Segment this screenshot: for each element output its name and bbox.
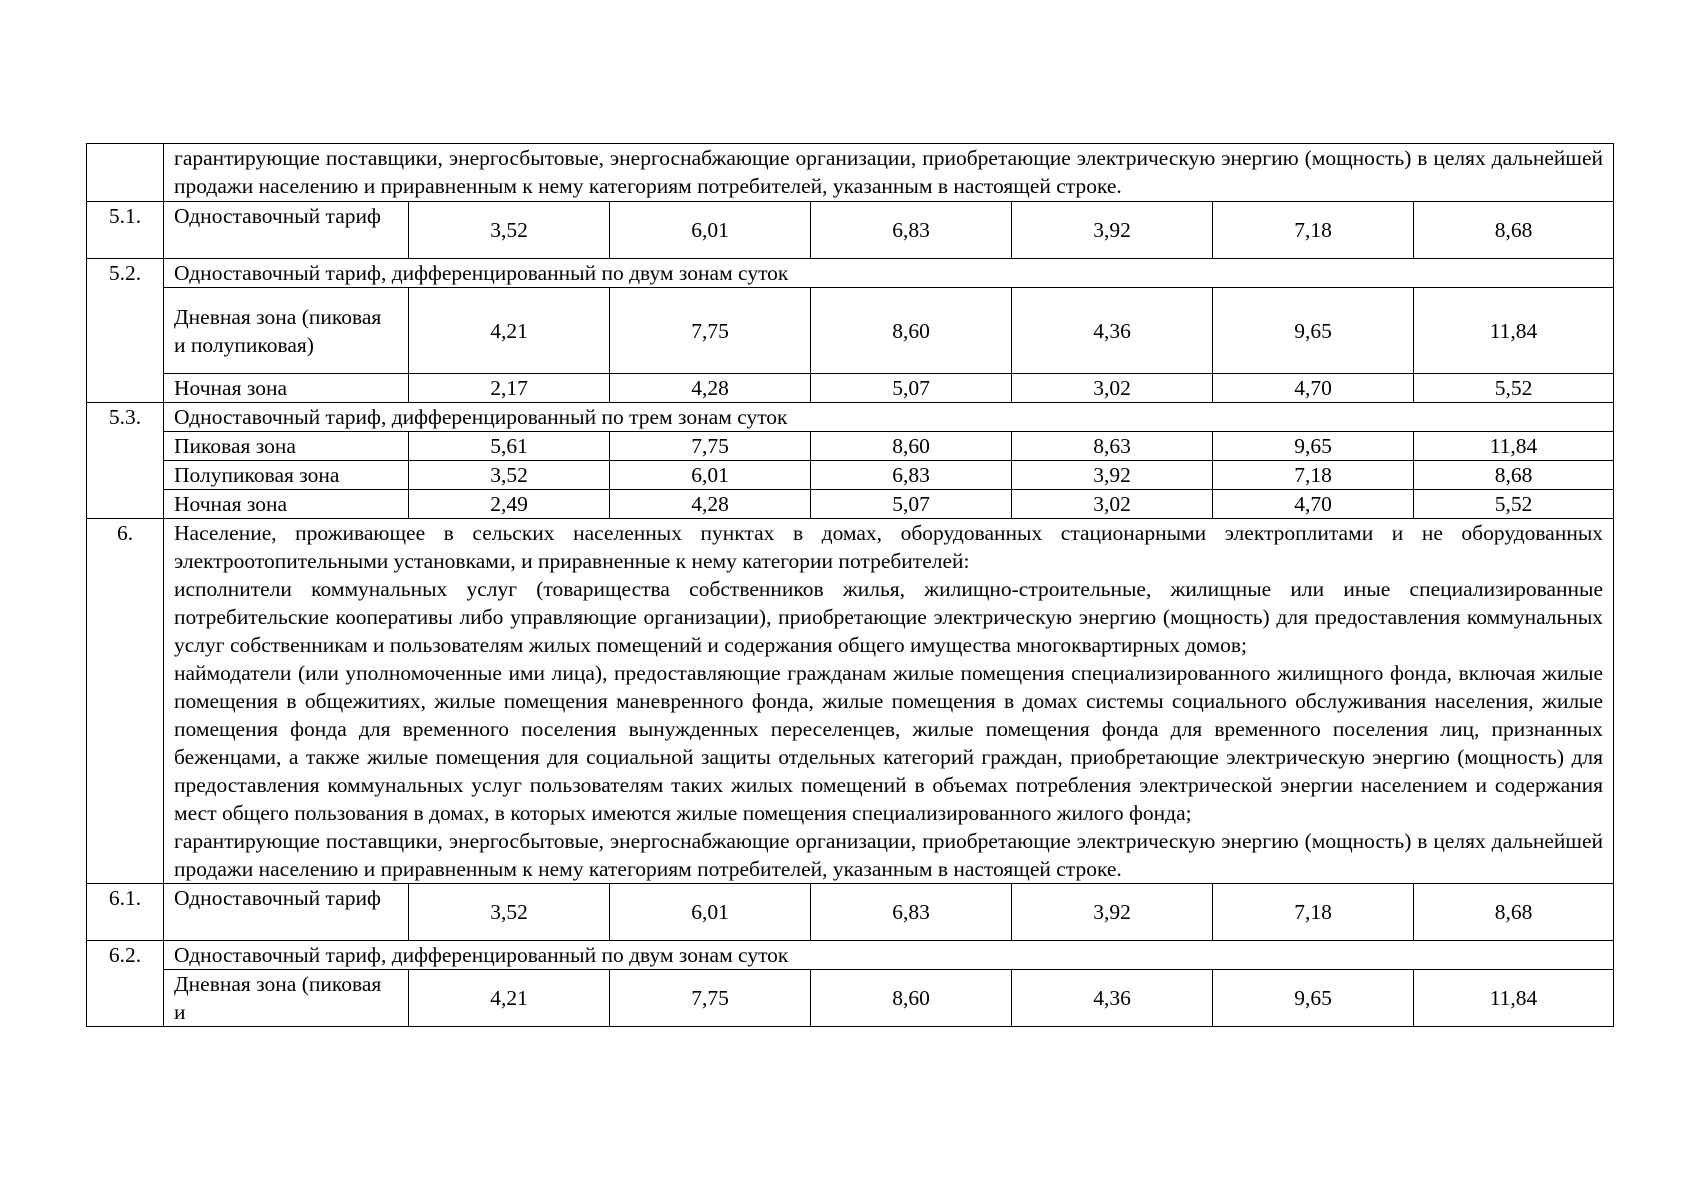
value-cell: 7,75 bbox=[610, 970, 811, 1027]
value-cell: 11,84 bbox=[1414, 432, 1614, 461]
tariff-table-page bbox=[86, 143, 1613, 1027]
zone-label: Дневная зона (пиковая и полупиковая) bbox=[164, 288, 409, 374]
value-cell: 2,49 bbox=[409, 490, 610, 519]
category-description bbox=[164, 519, 1614, 884]
value-cell: 3,92 bbox=[1012, 884, 1213, 941]
value-cell: 9,65 bbox=[1213, 432, 1414, 461]
table-row bbox=[87, 519, 1614, 884]
value-cell: 4,28 bbox=[610, 490, 811, 519]
table-row bbox=[87, 884, 1614, 941]
zone-label: Пиковая зона bbox=[164, 432, 409, 461]
zone-label: Ночная зона bbox=[164, 374, 409, 403]
description-paragraph: исполнители коммунальных услуг (товарищества собственников жилья, жилищно-строительные, жилищные или иные специализированные потребительские кооперативы либо управляющие организации), приобретающие электрическую энергию (мощность) для предоставления коммунальных услуг собственникам и пользователям жилых помещений и содержания общего имущества многоквартирных домов; bbox=[174, 577, 1604, 657]
value-cell: 8,63 bbox=[1012, 432, 1213, 461]
value-cell: 7,18 bbox=[1213, 461, 1414, 490]
value-cell: 8,68 bbox=[1414, 202, 1614, 259]
section-title: Одноставочный тариф, дифференцированный по двум зонам суток bbox=[164, 941, 1614, 970]
row-number: 6.1. bbox=[87, 884, 164, 941]
value-cell: 8,60 bbox=[811, 970, 1012, 1027]
value-cell: 5,07 bbox=[811, 374, 1012, 403]
zone-label: Полупиковая зона bbox=[164, 461, 409, 490]
value-cell: 4,28 bbox=[610, 374, 811, 403]
value-cell: 4,70 bbox=[1213, 374, 1414, 403]
table-row bbox=[87, 403, 1614, 432]
value-cell: 7,75 bbox=[610, 288, 811, 374]
table-row bbox=[87, 941, 1614, 970]
value-cell: 7,75 bbox=[610, 432, 811, 461]
row-number: 6. bbox=[87, 519, 164, 884]
value-cell: 3,02 bbox=[1012, 490, 1213, 519]
section-title: Одноставочный тариф, дифференцированный по трем зонам суток bbox=[164, 403, 1614, 432]
value-cell: 9,65 bbox=[1213, 970, 1414, 1027]
zone-label: Дневная зона (пиковая и bbox=[164, 970, 409, 1027]
description-paragraph: наймодатели (или уполномоченные ими лица), предоставляющие гражданам жилые помещения специализированного жилищного фонда, включая жилые помещения в общежитиях, жилые помещения маневренного фонда, жилые помещения в домах системы социального обслуживания населения, жилые помещения фонда для временного поселения вынужденных переселенцев, жилые помещения фонда для временного поселения лиц, признанных беженцами, а также жилые помещения для социальной защиты отдельных категорий граждан, приобретающие электрическую энергию (мощность) для предоставления коммунальных услуг пользователям таких жилых помещений в объемах потребления электрической энергии населением и содержания мест общего пользования в домах, в которых имеются жилые помещения специализированного жилого фонда; bbox=[174, 661, 1604, 825]
row-number: 5.1. bbox=[87, 202, 164, 259]
table-row bbox=[87, 202, 1614, 259]
value-cell: 8,60 bbox=[811, 288, 1012, 374]
description-paragraph: Население, проживающее в сельских населенных пунктах в домах, оборудованных стационарными электроплитами и не оборудованных электроотопительными установками, и приравненные к нему категории потребителей: bbox=[174, 521, 1604, 573]
table-row bbox=[87, 259, 1614, 288]
row-number: 5.2. bbox=[87, 259, 164, 403]
value-cell: 5,52 bbox=[1414, 490, 1614, 519]
value-cell: 4,70 bbox=[1213, 490, 1414, 519]
tariff-label: Одноставочный тариф bbox=[164, 202, 409, 259]
tariff-table bbox=[86, 143, 1614, 1027]
table-row bbox=[87, 461, 1614, 490]
value-cell: 11,84 bbox=[1414, 970, 1614, 1027]
value-cell: 6,83 bbox=[811, 461, 1012, 490]
value-cell: 6,01 bbox=[610, 884, 811, 941]
value-cell: 6,83 bbox=[811, 884, 1012, 941]
row-number: 5.3. bbox=[87, 403, 164, 519]
value-cell: 4,21 bbox=[409, 288, 610, 374]
value-cell: 4,21 bbox=[409, 970, 610, 1027]
value-cell: 3,92 bbox=[1012, 461, 1213, 490]
row-number: 6.2. bbox=[87, 941, 164, 1027]
tariff-label: Одноставочный тариф bbox=[164, 884, 409, 941]
value-cell: 8,60 bbox=[811, 432, 1012, 461]
intro-text: гарантирующие поставщики, энергосбытовые, энергоснабжающие организации, приобретающие электрическую энергию (мощность) в целях дальнейшей продажи населению и приравненным к нему категориям потребителей, указанным в настоящей строке. bbox=[164, 144, 1614, 202]
table-row bbox=[87, 432, 1614, 461]
row-number-cell bbox=[87, 144, 164, 202]
value-cell: 9,65 bbox=[1213, 288, 1414, 374]
section-title: Одноставочный тариф, дифференцированный по двум зонам суток bbox=[164, 259, 1614, 288]
value-cell: 3,52 bbox=[409, 461, 610, 490]
value-cell: 5,61 bbox=[409, 432, 610, 461]
value-cell: 7,18 bbox=[1213, 884, 1414, 941]
value-cell: 3,52 bbox=[409, 202, 610, 259]
table-row bbox=[87, 144, 1614, 202]
value-cell: 8,68 bbox=[1414, 884, 1614, 941]
value-cell: 4,36 bbox=[1012, 288, 1213, 374]
value-cell: 6,01 bbox=[610, 461, 811, 490]
zone-label: Ночная зона bbox=[164, 490, 409, 519]
value-cell: 6,83 bbox=[811, 202, 1012, 259]
table-row bbox=[87, 970, 1614, 1027]
value-cell: 3,02 bbox=[1012, 374, 1213, 403]
value-cell: 2,17 bbox=[409, 374, 610, 403]
value-cell: 11,84 bbox=[1414, 288, 1614, 374]
description-paragraph: гарантирующие поставщики, энергосбытовые, энергоснабжающие организации, приобретающие электрическую энергию (мощность) в целях дальнейшей продажи населению и приравненным к нему категориям потребителей, указанным в настоящей строке. bbox=[174, 829, 1604, 881]
value-cell: 5,52 bbox=[1414, 374, 1614, 403]
value-cell: 5,07 bbox=[811, 490, 1012, 519]
value-cell: 3,52 bbox=[409, 884, 610, 941]
table-row bbox=[87, 490, 1614, 519]
value-cell: 8,68 bbox=[1414, 461, 1614, 490]
value-cell: 7,18 bbox=[1213, 202, 1414, 259]
value-cell: 4,36 bbox=[1012, 970, 1213, 1027]
value-cell: 6,01 bbox=[610, 202, 811, 259]
table-row bbox=[87, 288, 1614, 374]
value-cell: 3,92 bbox=[1012, 202, 1213, 259]
table-row bbox=[87, 374, 1614, 403]
